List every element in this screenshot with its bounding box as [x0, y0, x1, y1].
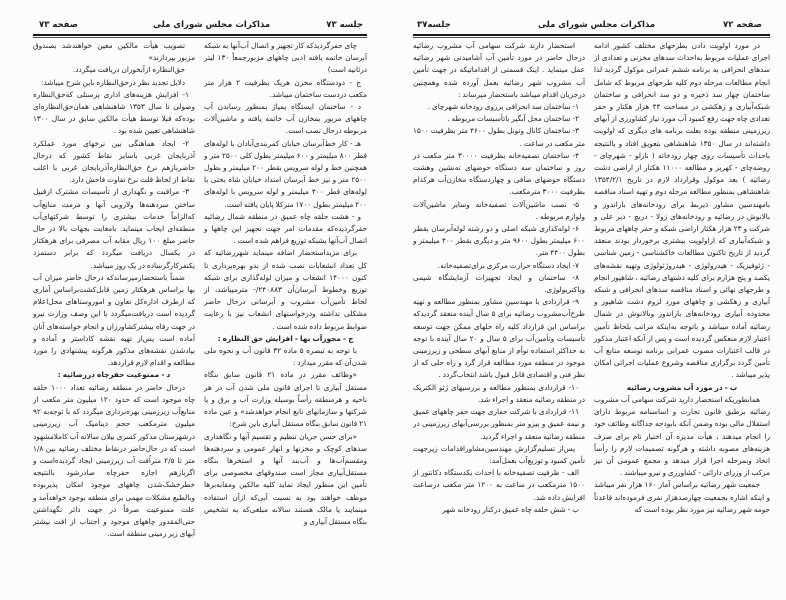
header-rule: [413, 34, 770, 36]
paragraph: چای حفرگردید‌که کار تجهیز و اتصال آب‌آنها به شبکه آبرسان خاتمه یافته (دبی چاههای مزبورجمعاً ۱۳۰ لیتر درثانیه است): [204, 41, 367, 75]
section-heading: د - ممنوعیت حفرچاه دررضائیه :: [57, 370, 171, 380]
paragraph: ۱۱- قراردادی با شرکت حفاری جهت حفر چاههای عمیق و نیمه عمیق و پیزو متر بمنظور بررسی‌آبهای زیرزمینی در منطقه رضائیه منعقد و اجراء گردید.: [413, 407, 585, 441]
text-column: [413, 40, 585, 516]
paragraph: د - ساختمان ایستگاه پمپاژ بمنظور رساندن آب چاههای مزبور بمخازن آب خاتمه یافته و ماشین‌آلات مربوطه درحال نصب است.: [204, 102, 367, 136]
paragraph: با توجه به تبصره ۵ ماده ۳۲ قانون آب و نحوه ملی شدن‌آن که مقرر میدارد :: [204, 346, 367, 368]
paragraph: ۱۰- قراردادی بمنظور مطالعه و بررسیهای ژئو الکتریک در منطقه رضائیه منعقد و اجراء شد.: [413, 382, 585, 404]
paragraph: و - هشت حلقه چاه عمیق در منطقه شمال رضائیه حفرگردیده‌که مقدمات امر جهت تجهیز این چاهها و اتصال آب‌آنها بشبکه توزیع فراهم شده است .: [204, 211, 367, 246]
paragraph: جمعیت شهر رضائیه براساس آمار ۱۶۰ هزار نفر میباشد و اینکه اشاره بجمعیت چهارصدهزار نفری فرموده‌اند قاعدتاً حومه شهر رضائیه نیز مورد نظر بوده است که: [594, 480, 770, 514]
paragraph: ۶- لوله‌کذاری شبکه اصلی و دو رشته لوله‌آبرسان بقطر ۶۰۰ میلیمتر بطول ۹۶۰۰ متر و دیگری بقطر ۴۰۰ میلیمتر و بطول ۴۴۰۰ متر.: [413, 224, 585, 258]
paragraph: برای مزیداستحضار اضافه مینماید شهررضائیه که کل تعداد انشعابات نصب شده از بدو بهره‌برداری تا کنون ۱۴۰۰۰ انشعاب و میزان لوله‌گذاری برای شبکه توزیع وخطوط آبرسان‌آن ۲۴۰۸۸۳/- مترمیباشد، از لحاظ تأمین‌آب مشروب و آبرسانی درحال حاضر مشکلی نداشته ودرخواستهای انشعاب نیز با رعایت ضوابط مربوط داده شده است .: [204, 248, 368, 331]
paragraph: در مورد اولویت دادن بطرحهای مختلف کشور ادامه اجرای عملیات مربوط به‌احداث سدهای مخزنی و تعدادی از سدهای انحرافی به برنامه ششم عمرانی موکول گردید لذا انجام مطالعات مرحله دوم کلیه طرحهای مربوط که شامل ساختمان چهار سد ذخیره و دو سد انحرافی و ساختمان شبکه‌آبیاری و زهکشی در مساحت ۴۴ هزار هکتار و حفر تعدادی چاه جهت رفع کمبود آب مورد نیاز کشاورزی از آبهای زیرزمینی منطقه بوده بعلت برنامه های دیگری که اولویت داشته‌اند در سال ۱۳۵۰ شاهنشاهی بتعویق افتاد و بالنتیجه باحداث تأسیسات روی چهار رودخانه ( نازلو - شهرچای - روضه‌چای - کهریز و مطالعه ۱۱۰۰۰ هکتار از اراضی دشت رضائیه ) بعد موکول وقرارداد لازم در تاریخ ۱۳۵۴/۲/۱ شاهنشاهی بمنظور مطالعه مرحله دوم و تهیه اسناد مناقصه بامهندسین مشاور ذیربط برای رودخانه‌های باراندوز و بالانوش در رضائیه و رودخانه‌های زولا - دریچ - دیر علی و شرکت و ۲۳ هزار هکتار اراضی شبکه و حفر چاههای مربوط و شبکه‌آبیاری که ازاولویت بیشتری برخوردار بودند منعقد گردید از تاریخ تاکنون مطالعات خاکشناسی - زمین شناسی - ژئوفیزیک - هیدرولوژی - هیدروژئولوژی وتهیه نقشه‌های یکصد و پنج هزارم برای کلیه دشتهای رضائیه ، شاهپور انجام و طرحهای نهائی و اسناد مناقصه سدهای انحرافی و شبکه آبیاری و زهکشی و چاههای مورد لزوم دشت شاهپور و محدوده آبیاری رودخانه‌های باراندوز وبالانوش در شمال رضائیه آماده میباشد و باتوجه به‌اینکه مراتب بلحاظ تأمین اعتبار لازم منعکس گردیده است و پس از آنکه اعتبار مذکور در قالب اعتبارات مصوب عمرانی برنامه توسعه منابع آب تأمین گردد برگزاری مناقصه وشروع عملیات اجرائی امکان پذیر میباشد .: [594, 41, 770, 380]
paragraph: ج - دودستگاه مخزن هریک بظرفیت ۲ هزار متر مکعب دردست ساختمان میباشد.: [204, 77, 367, 99]
paragraph: تصویب هیأت مالکین معین خواهندشد بصندوق مزبور بپردازند»: [33, 41, 195, 63]
paragraph: ب - شش حلقه چاه عمیق درکنار رودخانه شهر: [442, 504, 579, 514]
paragraph: ۳- مراقبت و نگهداری از تأسیسات مشترک ازقبیل ساختن سردهنه‌ها ولاروبی آنها و مرمت منابع‌آب که‌الزاماً خدمات بیشتری را توسط شرکتهای‌آب منطقه‌ای ایجاب مینماید. بامعایت بجهات بالا در حال حاضر مبلغ ۱۰۰ ریال مقابه آب مصرفی برای هرهکتار در یکسال دریافت میگردد که برابر دستمزد یکنفرکارگرساده در یک روز میباشد.: [33, 187, 195, 270]
paragraph: حق‌النظاره ازآبخوران دریافت میگردد.: [72, 65, 185, 75]
header-rule: [33, 34, 367, 36]
text-column: [204, 40, 367, 528]
paragraph: الف - ظرفیت تصفیه‌خانه با احداث یکدستگاه دکانتور از ۱۵۰۰ مترمکعب در ساعت به ۱۲۰۰ متر مکعب درساعت افزایش داده شد.: [413, 468, 585, 502]
left-page-header: [33, 20, 367, 34]
paragraph: ۳- ساختمان کانال وتونل بطول ۴۶۰۰ متر بظرفیت ۱۵۰۰ متر مکعب در ساعت .: [413, 126, 585, 148]
session-number: جلسه۳۷: [417, 20, 451, 30]
running-title: مذاکرات مجلس شورای ملی: [153, 20, 271, 30]
session-number: جلسه ۷۳: [326, 20, 363, 30]
paragraph: ۷- ایجاد دستگاه حرارت مرکزی برای‌تصفیه‌خانه.: [437, 260, 579, 270]
paragraph: ۲- ساختمان محل آبگیر باتأسیسات مربوطه .: [447, 114, 579, 124]
page-number: صفحه ۷۳: [39, 20, 78, 30]
paragraph: «وظائف مقرر در ماده ۲۱ قانون سابق بنگاه مستقل آبیاری تا اجرای قانون ملی شدن آب در هر ناحیه و هرمنطقه رأساً بوسیله وزارت آب و برق و یا شرکتها و سازمانهای تابع انجام خواهدشد» و عین ماده ۲۱ قانون سابق بنگاه مستقل آبیاری باین شرح:: [204, 370, 367, 429]
paragraph: استحضار دارند شرکت سهامی آب مشروب رضائیه درحال حاضر در مورد تأمین آب آشامیدنی شهر رضائیه عمل مینماید . اینک قسمتی از اقداماتیکه در جهت تأمین آب مشروب شهر رضائیه بعمل آورده شده وهمچنین درجریان اقدام میباشد باستحضار میرساند :: [413, 41, 585, 99]
paragraph: ۱- ساختمان سد انحرافی برروی رودخانه شهرچای .: [427, 102, 579, 112]
section-heading: ب - در مورد آب مشروب رضائیه: [626, 382, 738, 392]
text-column: [33, 40, 195, 540]
paragraph: هـ - کار خط‌آبرسان خیابان کمربندی‌آبادان با لوله‌های قطر ۸۰۰ میلیمتر و ۶۰۰ میلیمتر بطول کلی ۲۵۰۰ متر و همچنین خط و لوله سرویس بقطر ۲۰۰ میلیمتر و بطول ۲۵۰۰ متر و نیز خط آبرسان امتداد خیابان شاه بختی با لوله‌های قطر ۴۰۰ میلیمتر و لوله سرویس با لوله‌های ۲۰۰ میلیمتر بطول ۱۷۰۰ مترکلا پایان یافته است.: [204, 138, 368, 209]
paragraph: همانطوریکه استحضار دارید شرکت سهامی آب مشروب رضائیه برطبق قانون تجارت و اساسنامه مربوط دارای استقلال مالی بوده وضمن آنکه بابودجه جداگانه وظائف خود را انجام میدهند ، هیأت مدیره آن اختیار تام برای صرف هزینه‌های مصوبه داشته و هرگونه تصمیمات لازم را رأساً اتخاذ وبمرحله اجرا قرار میدهد و مجمع عمومی آن نیز مرکب از وزرای دارائی - کشاورزی و نیرو میباشند .: [594, 394, 770, 478]
section-heading: ج - مجوزآب بها - افزایش حق النظاره :: [217, 333, 354, 343]
running-title: مذاکرات مجلس شورای ملی: [538, 20, 656, 30]
text-column: [594, 40, 770, 516]
right-page-header: [413, 20, 770, 34]
paragraph: دلایل تجدید نظر درحق‌النظاره باین شرح میباشد:: [41, 77, 185, 87]
paragraph: ضمناً باستحضارمیرساند‌که درحال حاضر میزان آب بها براساس هرهکتار زمین قابل‌کشت‌براساس آماری که ازطرف اداره‌کل تعاون و اموروستاهای محل‌اعلام گردیده است دریافت‌میگردد با این وصف وزارت نیرو در جهت رفاه بیشترکشاورزان و انجام خواسته‌های آنان آماده است پس‌از تهیه نقشه کاداستر و آماده و بپادشدن نقشه‌های مذکور هرگونه پیشنهادی را مورد مطالعه و اقدام لازم قراردهد.: [33, 272, 195, 368]
paragraph: ۹- قراردادی با مهندسین مشاور بمنظور مطالعه و تهیه طرح‌آب‌مشروب رضائیه برای ۵ سال آینده منعقد گردید‌که براساس این قرارداد کلیه راه حلهای ممکن جهت توسعه تأسیسات وتأمین‌آب برای ۵ سال و ۲۰ سال آینده با توجه به حداکثر استفاده توأم از منابع آبهای سطحی و زیرزمینی موجود در منطقه مورد مطالعه قرار گرد و راه حلی که از نظر فنی و اقتصادی قابل قبول باشد انتخاب‌گردد .: [413, 297, 585, 380]
paragraph: ۴- ساختمان تصفیه‌خانه بظرفیت ۳۰۰۰۰ متر مکعب در روز و ساختمان سه دستگاه حوضهای ته‌نشین وهشت دستگاه حوضهای صافی و چهاردستگاه مخازن‌آب هرکدام بظرفیت ۳۰۰۰ مترمکعب.: [413, 150, 585, 197]
paragraph: ۲- ایجاد هماهنگی بین نرخهای مورد عملکرد آذربایجان غربی باسایر نقاط کشور که درحال حاضربازهم نرخ حق‌النظاره‌آذربایجان غربی با اغلب نقاط از لحاظ قلت نرخ تفاوت فاحش دارد.: [33, 138, 195, 185]
paragraph: پس‌از تسلیم‌گزارش مهندسین‌مشاوراقدامات زیرجهت تأمین کمبود و توزیع‌آب بعمل‌آمد:: [413, 443, 585, 465]
paragraph: ۵- نصب ماشین‌آلات تصفیه‌خانه وسایر ماشین‌آلات ولوازم مربوطه .: [413, 199, 585, 221]
paragraph: درحال حاضر در منطقه رضائیه تعداد ۱۰۰۰ حلقه چاه موجود است که حدود ۱۲۰ میلیون متر مکعب از منابع‌آب زیرزمینی بهره‌برداری میگردد که با توجه‌به ۹۲ میلیون مترمکعب حجم دینامیک آب زیرزمینی درشهرستان مذکور کسری بیلان سالانه آب کاملامشهود است که در حال‌حاضر درنقاط مختلف رضائیه بین ۱/۸ متر تا ۲/۵ متراُفت آب زیرزمینی ایجاد گردیده‌است و اگربازهم اجازه حفرچاه صادرشود بالنتیجه خطرخشک‌شدن چاههای موجود امکان پذیربوده وبالطبع مشکلات مهمی برای منطقه بوجود خواهدآمد و علت ممنوعیت صرفاً در جهت دائر نگهداشتن حتی‌المقدور چاههای موجود و اجتناب از افت بیشتر آبهای زیر زمینی منطقه است.: [33, 382, 196, 539]
paragraph: «برای حسن جریان تنظیم و تقسیم آبها و نگاهداری سدهای کوچک و مخزنها و انهار عمومی و سردهنه‌ها ومقسم‌آب‌ها و آب‌بند آنها و استخرها بنگاه مستقل‌آبیاری مجاز است صندوقهای مخصوصی برای تأمین این منظور ایجاد نماید کلیه مالکین ومقابه‌برها موظف خواهند بود به نسبت آبی‌که ازآن استفاده مینمایند یا مالک هستند سالانه مبلغی‌که به تشخیص بنگاه مستقل آبیاری و: [204, 431, 367, 526]
paragraph: ۱- افزایش هزینه‌های اداری پرسنلی که‌حق‌النظاره وصولی تا سال ۱۳۵۳ شاهنشاهی همان‌حق‌النظاره‌ای بوده‌که قبلا توسط هیأت مالکین سابق در سال ۱۳۰۰ شاهنشاهی تعیین شده بود .: [33, 89, 195, 136]
paragraph: ۸- ساختمان و ایجاد تجهیزات آزمایشگاه شیمی وباکتریولوژی.: [413, 272, 585, 295]
page-number: صفحه ۷۲: [723, 20, 762, 30]
